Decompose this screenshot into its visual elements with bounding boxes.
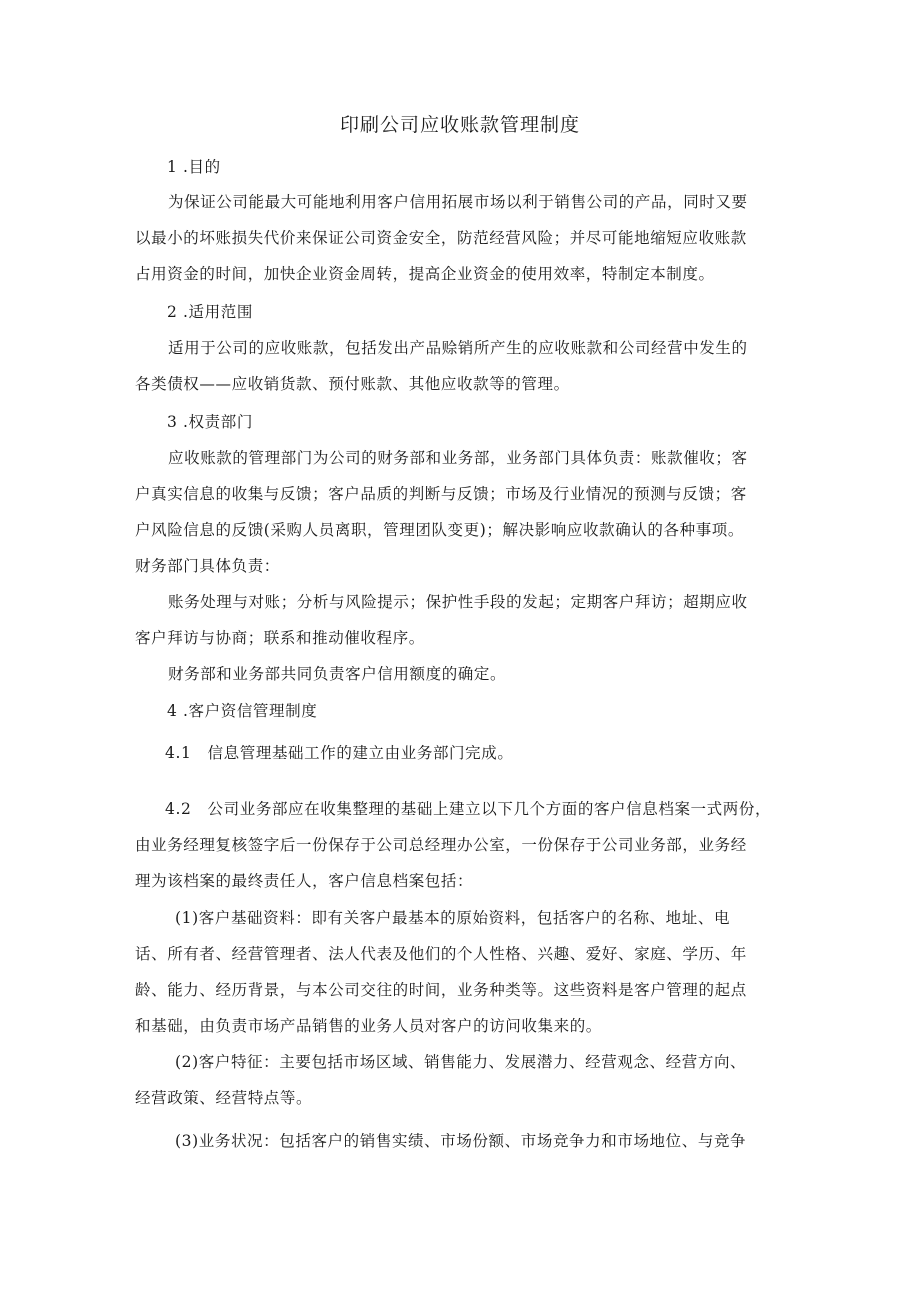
paragraph-line: 龄、能力、经历背景，与本公司交往的时间，业务种类等。这些资料是客户管理的起点 — [135, 981, 747, 999]
paragraph-line: 财务部和业务部共同负责客户信用额度的确定。 — [168, 665, 507, 683]
paragraph-line: 户真实信息的收集与反馈；客户品质的判断与反馈；市场及行业情况的预测与反馈；客 — [135, 485, 747, 503]
paragraph-line: 和基础，由负责市场产品销售的业务人员对客户的访问收集来的。 — [135, 1017, 602, 1035]
section-heading-responsibility: 3 .权责部门 — [167, 413, 253, 431]
list-item-3: (3)业务状况：包括客户的销售实绩、市场份额、市场竞争力和市场地位、与竞争 — [175, 1132, 747, 1150]
paragraph-line: 户风险信息的反馈(采购人员离职，管理团队变更)；解决影响应收款确认的各种事项。 — [135, 521, 744, 539]
paragraph-line: 话、所有者、经营管理者、法人代表及他们的个人性格、兴趣、爱好、家庭、学历、年 — [135, 945, 747, 963]
paragraph-line: 账务处理与对账；分析与风险提示；保护性手段的发起；定期客户拜访；超期应收 — [168, 593, 748, 611]
clause-4-1: 4.1 信息管理基础工作的建立由业务部门完成。 — [165, 744, 514, 762]
paragraph-line: 客户拜访与协商；联系和推动催收程序。 — [135, 629, 425, 647]
paragraph-line: 经营政策、经营特点等。 — [135, 1089, 313, 1107]
paragraph-line: 以最小的坏账损失代价来保证公司资金安全，防范经营风险；并尽可能地缩短应收账款 — [135, 229, 747, 247]
section-heading-scope: 2 .适用范围 — [167, 303, 253, 321]
section-heading-purpose: 1 .目的 — [167, 158, 221, 176]
paragraph-line: 理为该档案的最终责任人，客户信息档案包括： — [135, 872, 474, 890]
list-item-1: (1)客户基础资料：即有关客户最基本的原始资料，包括客户的名称、地址、电 — [175, 909, 731, 927]
list-item-2: (2)客户特征：主要包括市场区域、销售能力、发展潜力、经营观念、经营方向、 — [175, 1053, 747, 1071]
clause-4-2: 4.2 公司业务部应在收集整理的基础上建立以下几个方面的客户信息档案一式两份， — [165, 800, 772, 818]
paragraph-line: 各类债权——应收销货款、预付账款、其他应收款等的管理。 — [135, 375, 570, 393]
paragraph-line: 占用资金的时间，加快企业资金周转，提高企业资金的使用效率，特制定本制度。 — [135, 265, 715, 283]
paragraph-line: 财务部门具体负责： — [135, 557, 280, 575]
document-title: 印刷公司应收账款管理制度 — [339, 114, 580, 136]
paragraph-line: 由业务经理复核签字后一份保存于公司总经理办公室，一份保存于公司业务部，业务经 — [135, 836, 747, 854]
paragraph-line: 应收账款的管理部门为公司的财务部和业务部，业务部门具体负责：账款催收；客 — [168, 449, 748, 467]
paragraph-line: 适用于公司的应收账款，包括发出产品赊销所产生的应收账款和公司经营中发生的 — [168, 339, 748, 357]
section-heading-credit: 4 .客户资信管理制度 — [167, 702, 318, 720]
paragraph-line: 为保证公司能最大可能地利用客户信用拓展市场以利于销售公司的产品，同时又要 — [168, 193, 748, 211]
